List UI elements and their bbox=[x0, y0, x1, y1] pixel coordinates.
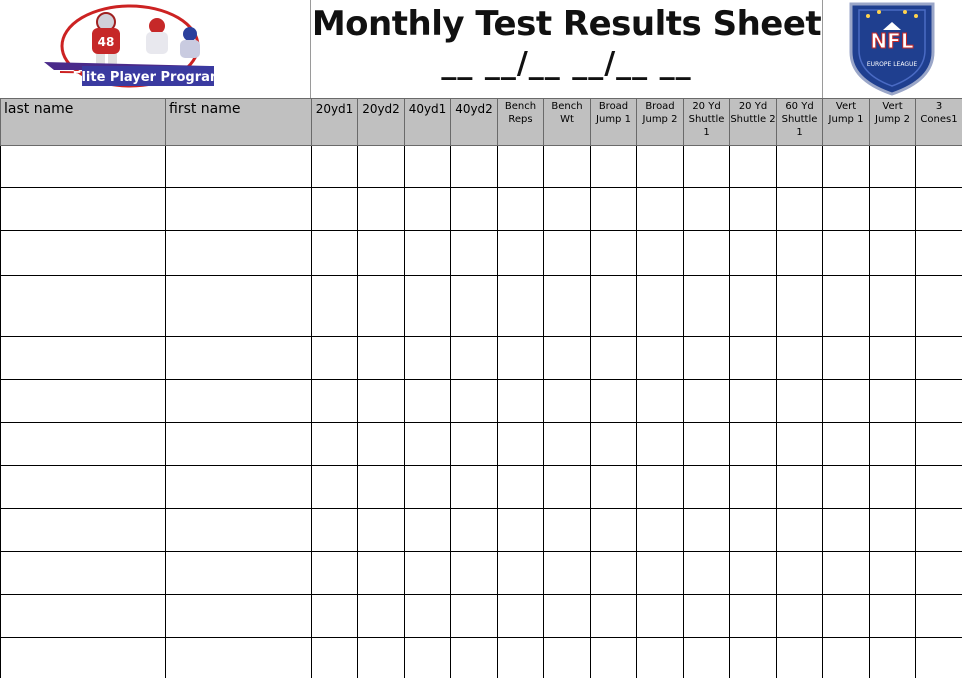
cell-vert-jump-1[interactable] bbox=[823, 146, 870, 188]
cell-vert-jump-2[interactable] bbox=[870, 509, 916, 552]
cell-last-name[interactable] bbox=[1, 595, 166, 638]
table-row bbox=[1, 638, 962, 678]
cell-last-name[interactable] bbox=[1, 231, 166, 276]
cell-last-name[interactable] bbox=[1, 423, 166, 466]
cell-last-name[interactable] bbox=[1, 146, 166, 188]
cell-20yd1[interactable] bbox=[312, 466, 358, 509]
cell-40yd2[interactable] bbox=[451, 231, 498, 276]
cell-vert-jump-2[interactable] bbox=[870, 595, 916, 638]
cell-20yd-shuttle-2[interactable] bbox=[730, 595, 777, 638]
cell-vert-jump-1[interactable] bbox=[823, 509, 870, 552]
cell-20yd-shuttle-1[interactable] bbox=[684, 276, 730, 337]
cell-vert-jump-1[interactable] bbox=[823, 276, 870, 337]
column-header-last-name: last name bbox=[1, 99, 166, 146]
cell-40yd1[interactable] bbox=[405, 337, 451, 380]
title-cell bbox=[311, 0, 823, 98]
cell-broad-jump-1[interactable] bbox=[591, 423, 637, 466]
cell-bench-wt[interactable] bbox=[544, 466, 591, 509]
cell-bench-wt[interactable] bbox=[544, 146, 591, 188]
cell-bench-wt[interactable] bbox=[544, 188, 591, 231]
cell-40yd2[interactable] bbox=[451, 188, 498, 231]
cell-60yd-shuttle-1[interactable] bbox=[777, 466, 823, 509]
cell-20yd-shuttle-2[interactable] bbox=[730, 423, 777, 466]
cell-3-cones1[interactable] bbox=[916, 380, 962, 423]
cell-40yd1[interactable] bbox=[405, 231, 451, 276]
cell-20yd1[interactable] bbox=[312, 231, 358, 276]
cell-60yd-shuttle-1[interactable] bbox=[777, 638, 823, 678]
cell-20yd-shuttle-2[interactable] bbox=[730, 552, 777, 595]
table-row bbox=[1, 188, 962, 231]
cell-vert-jump-2[interactable] bbox=[870, 466, 916, 509]
column-header-bench-reps: Bench Reps bbox=[498, 99, 544, 146]
cell-broad-jump-1[interactable] bbox=[591, 509, 637, 552]
nfl-europe-logo-cell bbox=[823, 0, 962, 98]
cell-vert-jump-2[interactable] bbox=[870, 423, 916, 466]
cell-bench-reps[interactable] bbox=[498, 552, 544, 595]
cell-20yd-shuttle-2[interactable] bbox=[730, 231, 777, 276]
cell-40yd1[interactable] bbox=[405, 595, 451, 638]
table-row bbox=[1, 337, 962, 380]
cell-40yd1[interactable] bbox=[405, 466, 451, 509]
cell-20yd-shuttle-2[interactable] bbox=[730, 188, 777, 231]
cell-20yd2[interactable] bbox=[358, 188, 405, 231]
table-row bbox=[1, 552, 962, 595]
date-blank-line: __ __/__ __/__ __ bbox=[441, 46, 692, 81]
cell-broad-jump-1[interactable] bbox=[591, 146, 637, 188]
cell-20yd1[interactable] bbox=[312, 638, 358, 678]
cell-bench-reps[interactable] bbox=[498, 595, 544, 638]
cell-3-cones1[interactable] bbox=[916, 638, 962, 678]
cell-broad-jump-1[interactable] bbox=[591, 231, 637, 276]
cell-broad-jump-2[interactable] bbox=[637, 146, 684, 188]
cell-bench-wt[interactable] bbox=[544, 276, 591, 337]
cell-last-name[interactable] bbox=[1, 188, 166, 231]
cell-40yd1[interactable] bbox=[405, 552, 451, 595]
column-header-vert-jump-2: Vert Jump 2 bbox=[870, 99, 916, 146]
cell-first-name[interactable] bbox=[166, 188, 312, 231]
column-header-20yd-shuttle-1: 20 Yd Shuttle 1 bbox=[684, 99, 730, 146]
cell-20yd2[interactable] bbox=[358, 231, 405, 276]
elite-player-program-logo bbox=[0, 0, 310, 98]
cell-60yd-shuttle-1[interactable] bbox=[777, 509, 823, 552]
cell-first-name[interactable] bbox=[166, 595, 312, 638]
cell-20yd2[interactable] bbox=[358, 423, 405, 466]
cell-bench-wt[interactable] bbox=[544, 595, 591, 638]
cell-20yd1[interactable] bbox=[312, 337, 358, 380]
table-body bbox=[1, 146, 962, 678]
cell-vert-jump-2[interactable] bbox=[870, 380, 916, 423]
cell-vert-jump-2[interactable] bbox=[870, 638, 916, 678]
cell-20yd-shuttle-1[interactable] bbox=[684, 509, 730, 552]
cell-3-cones1[interactable] bbox=[916, 146, 962, 188]
cell-20yd-shuttle-2[interactable] bbox=[730, 146, 777, 188]
cell-broad-jump-2[interactable] bbox=[637, 188, 684, 231]
cell-bench-reps[interactable] bbox=[498, 276, 544, 337]
cell-first-name[interactable] bbox=[166, 552, 312, 595]
jersey-number: 48 bbox=[97, 35, 115, 49]
cell-60yd-shuttle-1[interactable] bbox=[777, 188, 823, 231]
cell-20yd1[interactable] bbox=[312, 188, 358, 231]
cell-40yd2[interactable] bbox=[451, 638, 498, 678]
sheet-header bbox=[0, 0, 962, 98]
cell-3-cones1[interactable] bbox=[916, 595, 962, 638]
cell-broad-jump-1[interactable] bbox=[591, 380, 637, 423]
column-header-vert-jump-1: Vert Jump 1 bbox=[823, 99, 870, 146]
cell-vert-jump-2[interactable] bbox=[870, 231, 916, 276]
column-header-20yd1: 20yd1 bbox=[312, 99, 358, 146]
cell-first-name[interactable] bbox=[166, 380, 312, 423]
cell-bench-reps[interactable] bbox=[498, 423, 544, 466]
cell-broad-jump-2[interactable] bbox=[637, 509, 684, 552]
cell-20yd2[interactable] bbox=[358, 595, 405, 638]
cell-40yd2[interactable] bbox=[451, 276, 498, 337]
cell-40yd2[interactable] bbox=[451, 146, 498, 188]
table-row bbox=[1, 231, 962, 276]
cell-20yd2[interactable] bbox=[358, 638, 405, 678]
cell-40yd2[interactable] bbox=[451, 380, 498, 423]
cell-20yd1[interactable] bbox=[312, 146, 358, 188]
cell-broad-jump-2[interactable] bbox=[637, 638, 684, 678]
cell-20yd1[interactable] bbox=[312, 595, 358, 638]
cell-vert-jump-1[interactable] bbox=[823, 188, 870, 231]
elite-player-program-logo-cell bbox=[0, 0, 311, 98]
cell-20yd-shuttle-1[interactable] bbox=[684, 231, 730, 276]
cell-last-name[interactable] bbox=[1, 466, 166, 509]
cell-20yd1[interactable] bbox=[312, 423, 358, 466]
table-row bbox=[1, 423, 962, 466]
cell-vert-jump-1[interactable] bbox=[823, 337, 870, 380]
cell-20yd-shuttle-2[interactable] bbox=[730, 380, 777, 423]
column-header-40yd1: 40yd1 bbox=[405, 99, 451, 146]
sheet-title: Monthly Test Results Sheet bbox=[311, 4, 822, 44]
cell-60yd-shuttle-1[interactable] bbox=[777, 276, 823, 337]
cell-40yd1[interactable] bbox=[405, 423, 451, 466]
cell-broad-jump-2[interactable] bbox=[637, 337, 684, 380]
cell-20yd2[interactable] bbox=[358, 509, 405, 552]
cell-40yd2[interactable] bbox=[451, 337, 498, 380]
cell-20yd1[interactable] bbox=[312, 509, 358, 552]
cell-bench-reps[interactable] bbox=[498, 337, 544, 380]
cell-vert-jump-1[interactable] bbox=[823, 231, 870, 276]
cell-20yd-shuttle-1[interactable] bbox=[684, 466, 730, 509]
cell-20yd-shuttle-1[interactable] bbox=[684, 337, 730, 380]
cell-broad-jump-1[interactable] bbox=[591, 337, 637, 380]
cell-20yd-shuttle-2[interactable] bbox=[730, 509, 777, 552]
cell-40yd2[interactable] bbox=[451, 466, 498, 509]
cell-3-cones1[interactable] bbox=[916, 337, 962, 380]
cell-20yd-shuttle-2[interactable] bbox=[730, 276, 777, 337]
table-row bbox=[1, 466, 962, 509]
cell-20yd2[interactable] bbox=[358, 466, 405, 509]
column-header-broad-jump-2: Broad Jump 2 bbox=[637, 99, 684, 146]
column-header-60yd-shuttle-1: 60 Yd Shuttle 1 bbox=[777, 99, 823, 146]
column-header-20yd-shuttle-2: 20 Yd Shuttle 2 bbox=[730, 99, 777, 146]
cell-last-name[interactable] bbox=[1, 552, 166, 595]
cell-20yd2[interactable] bbox=[358, 380, 405, 423]
cell-40yd1[interactable] bbox=[405, 146, 451, 188]
column-header-20yd2: 20yd2 bbox=[358, 99, 405, 146]
cell-last-name[interactable] bbox=[1, 337, 166, 380]
cell-first-name[interactable] bbox=[166, 509, 312, 552]
cell-3-cones1[interactable] bbox=[916, 552, 962, 595]
cell-broad-jump-2[interactable] bbox=[637, 231, 684, 276]
cell-20yd-shuttle-2[interactable] bbox=[730, 466, 777, 509]
table-row bbox=[1, 276, 962, 337]
cell-broad-jump-2[interactable] bbox=[637, 276, 684, 337]
cell-vert-jump-1[interactable] bbox=[823, 595, 870, 638]
cell-3-cones1[interactable] bbox=[916, 423, 962, 466]
cell-60yd-shuttle-1[interactable] bbox=[777, 146, 823, 188]
cell-20yd-shuttle-1[interactable] bbox=[684, 595, 730, 638]
cell-40yd2[interactable] bbox=[451, 552, 498, 595]
header-row bbox=[1, 99, 962, 146]
cell-60yd-shuttle-1[interactable] bbox=[777, 380, 823, 423]
cell-broad-jump-1[interactable] bbox=[591, 276, 637, 337]
cell-bench-reps[interactable] bbox=[498, 466, 544, 509]
cell-vert-jump-1[interactable] bbox=[823, 466, 870, 509]
cell-first-name[interactable] bbox=[166, 146, 312, 188]
cell-vert-jump-1[interactable] bbox=[823, 380, 870, 423]
cell-20yd1[interactable] bbox=[312, 276, 358, 337]
cell-first-name[interactable] bbox=[166, 337, 312, 380]
column-header-3-cones1: 3 Cones1 bbox=[916, 99, 962, 146]
cell-40yd2[interactable] bbox=[451, 423, 498, 466]
cell-first-name[interactable] bbox=[166, 231, 312, 276]
cell-last-name[interactable] bbox=[1, 638, 166, 678]
cell-vert-jump-2[interactable] bbox=[870, 552, 916, 595]
cell-40yd1[interactable] bbox=[405, 276, 451, 337]
cell-bench-reps[interactable] bbox=[498, 509, 544, 552]
cell-20yd-shuttle-1[interactable] bbox=[684, 552, 730, 595]
cell-vert-jump-1[interactable] bbox=[823, 552, 870, 595]
column-header-40yd2: 40yd2 bbox=[451, 99, 498, 146]
cell-bench-wt[interactable] bbox=[544, 552, 591, 595]
cell-20yd-shuttle-1[interactable] bbox=[684, 380, 730, 423]
cell-vert-jump-1[interactable] bbox=[823, 638, 870, 678]
cell-broad-jump-1[interactable] bbox=[591, 552, 637, 595]
cell-vert-jump-2[interactable] bbox=[870, 146, 916, 188]
cell-60yd-shuttle-1[interactable] bbox=[777, 423, 823, 466]
logo-wordmark: Elite Player Program bbox=[72, 70, 224, 85]
cell-20yd2[interactable] bbox=[358, 337, 405, 380]
cell-broad-jump-2[interactable] bbox=[637, 552, 684, 595]
cell-first-name[interactable] bbox=[166, 423, 312, 466]
table-row bbox=[1, 509, 962, 552]
cell-last-name[interactable] bbox=[1, 276, 166, 337]
cell-vert-jump-2[interactable] bbox=[870, 188, 916, 231]
cell-bench-wt[interactable] bbox=[544, 231, 591, 276]
table-row bbox=[1, 146, 962, 188]
cell-broad-jump-2[interactable] bbox=[637, 466, 684, 509]
cell-first-name[interactable] bbox=[166, 638, 312, 678]
cell-20yd-shuttle-1[interactable] bbox=[684, 188, 730, 231]
cell-3-cones1[interactable] bbox=[916, 466, 962, 509]
cell-bench-wt[interactable] bbox=[544, 380, 591, 423]
nfl-europe-league-shield-icon bbox=[823, 0, 962, 98]
column-header-broad-jump-1: Broad Jump 1 bbox=[591, 99, 637, 146]
cell-bench-wt[interactable] bbox=[544, 638, 591, 678]
cell-20yd-shuttle-1[interactable] bbox=[684, 146, 730, 188]
cell-60yd-shuttle-1[interactable] bbox=[777, 595, 823, 638]
column-header-first-name: first name bbox=[166, 99, 312, 146]
cell-3-cones1[interactable] bbox=[916, 509, 962, 552]
cell-bench-wt[interactable] bbox=[544, 509, 591, 552]
cell-broad-jump-2[interactable] bbox=[637, 595, 684, 638]
cell-bench-reps[interactable] bbox=[498, 231, 544, 276]
cell-40yd1[interactable] bbox=[405, 380, 451, 423]
cell-broad-jump-2[interactable] bbox=[637, 423, 684, 466]
cell-20yd-shuttle-1[interactable] bbox=[684, 638, 730, 678]
cell-first-name[interactable] bbox=[166, 276, 312, 337]
cell-bench-reps[interactable] bbox=[498, 638, 544, 678]
cell-3-cones1[interactable] bbox=[916, 276, 962, 337]
cell-bench-reps[interactable] bbox=[498, 146, 544, 188]
cell-first-name[interactable] bbox=[166, 466, 312, 509]
cell-broad-jump-1[interactable] bbox=[591, 638, 637, 678]
cell-broad-jump-1[interactable] bbox=[591, 466, 637, 509]
cell-20yd-shuttle-2[interactable] bbox=[730, 638, 777, 678]
column-header-bench-wt: Bench Wt bbox=[544, 99, 591, 146]
cell-last-name[interactable] bbox=[1, 380, 166, 423]
results-table bbox=[0, 98, 962, 678]
cell-vert-jump-1[interactable] bbox=[823, 423, 870, 466]
cell-3-cones1[interactable] bbox=[916, 231, 962, 276]
cell-20yd2[interactable] bbox=[358, 146, 405, 188]
cell-bench-wt[interactable] bbox=[544, 337, 591, 380]
cell-20yd-shuttle-1[interactable] bbox=[684, 423, 730, 466]
cell-last-name[interactable] bbox=[1, 509, 166, 552]
cell-broad-jump-1[interactable] bbox=[591, 188, 637, 231]
cell-40yd2[interactable] bbox=[451, 595, 498, 638]
cell-20yd1[interactable] bbox=[312, 380, 358, 423]
table-row bbox=[1, 595, 962, 638]
cell-40yd1[interactable] bbox=[405, 638, 451, 678]
cell-bench-reps[interactable] bbox=[498, 380, 544, 423]
cell-60yd-shuttle-1[interactable] bbox=[777, 231, 823, 276]
cell-vert-jump-2[interactable] bbox=[870, 337, 916, 380]
cell-40yd2[interactable] bbox=[451, 509, 498, 552]
cell-broad-jump-1[interactable] bbox=[591, 595, 637, 638]
cell-bench-wt[interactable] bbox=[544, 423, 591, 466]
cell-40yd1[interactable] bbox=[405, 188, 451, 231]
cell-20yd2[interactable] bbox=[358, 552, 405, 595]
cell-3-cones1[interactable] bbox=[916, 188, 962, 231]
cell-20yd1[interactable] bbox=[312, 552, 358, 595]
nfl-wordmark: NFL bbox=[870, 29, 914, 53]
europe-league-subtext: EUROPE LEAGUE bbox=[866, 61, 918, 68]
cell-20yd2[interactable] bbox=[358, 276, 405, 337]
table-row bbox=[1, 380, 962, 423]
cell-bench-reps[interactable] bbox=[498, 188, 544, 231]
cell-60yd-shuttle-1[interactable] bbox=[777, 552, 823, 595]
cell-60yd-shuttle-1[interactable] bbox=[777, 337, 823, 380]
cell-vert-jump-2[interactable] bbox=[870, 276, 916, 337]
cell-40yd1[interactable] bbox=[405, 509, 451, 552]
cell-20yd-shuttle-2[interactable] bbox=[730, 337, 777, 380]
cell-broad-jump-2[interactable] bbox=[637, 380, 684, 423]
